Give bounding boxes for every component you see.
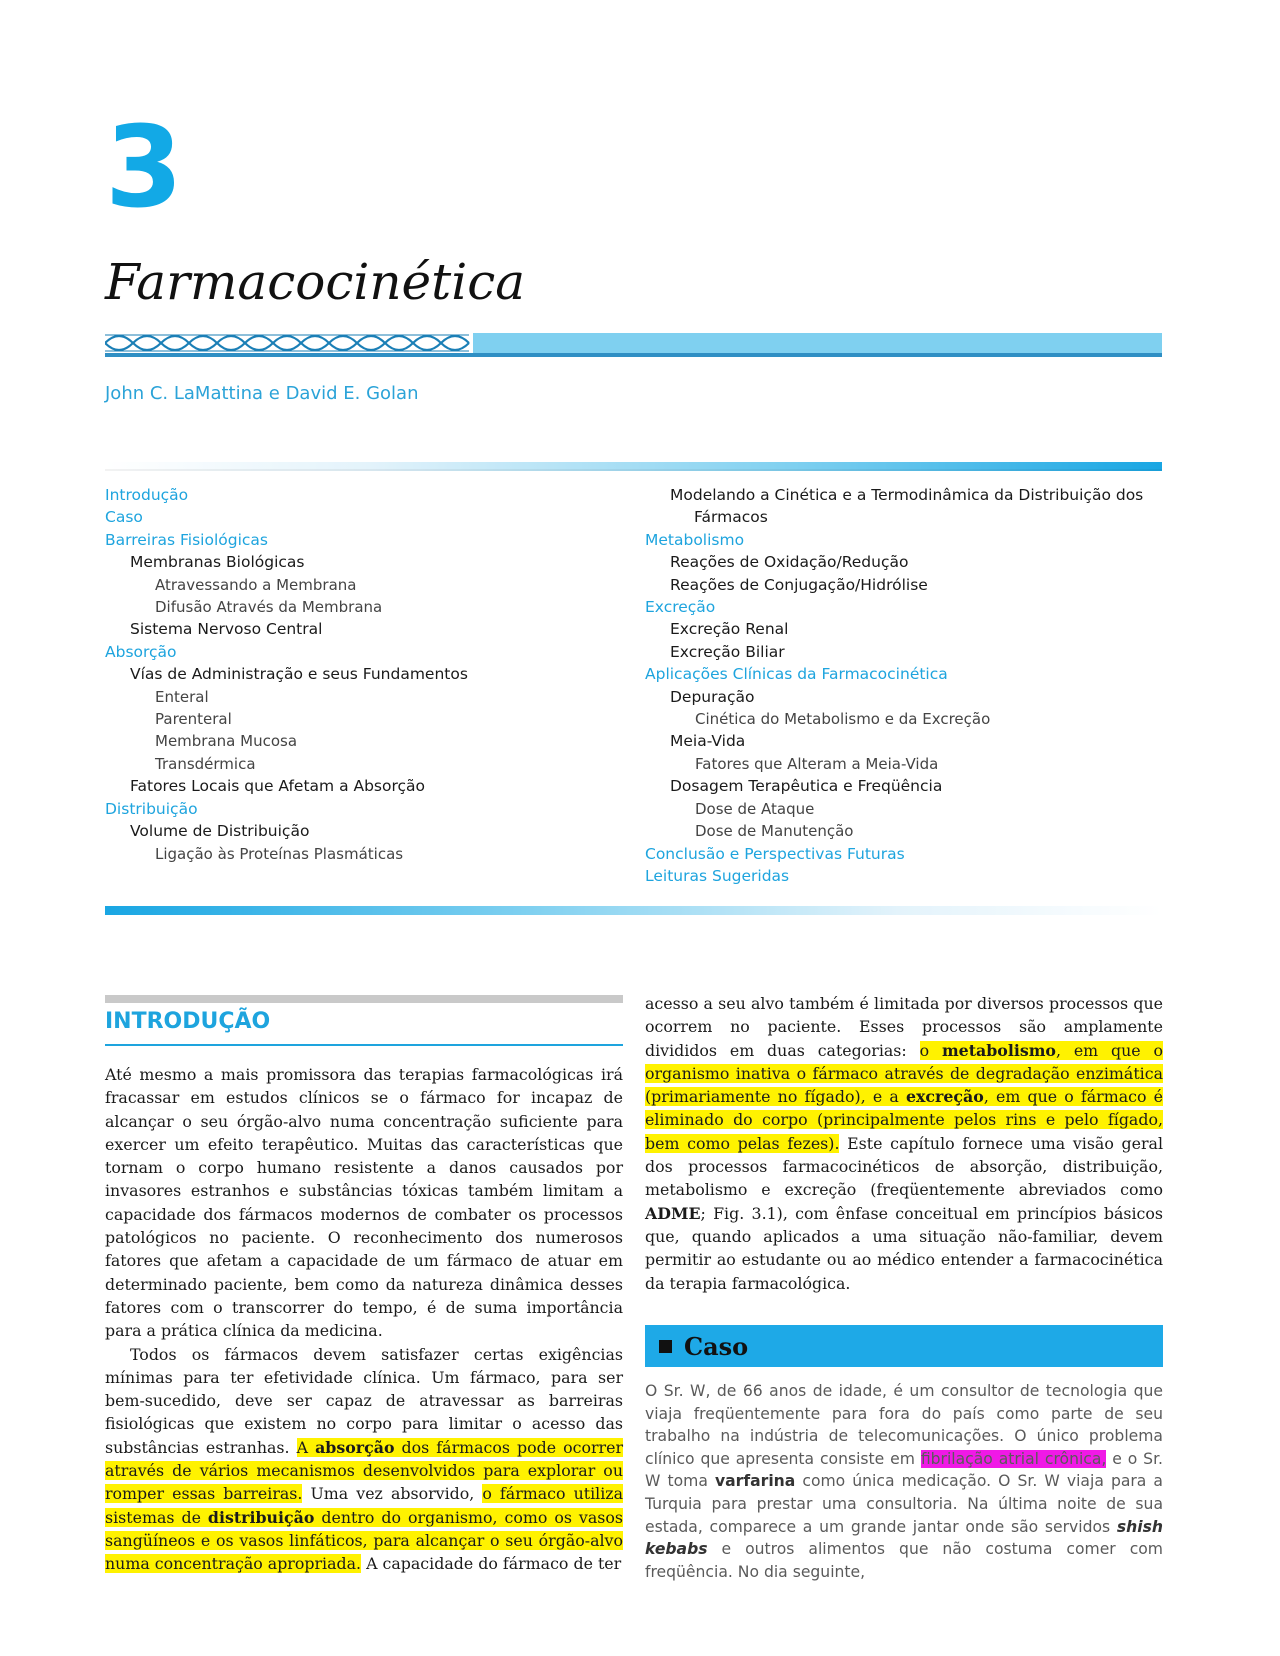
toc-entry[interactable]: Barreiras Fisiológicas bbox=[105, 530, 268, 549]
caso-header-box bbox=[645, 1325, 1163, 1367]
toc-bottom-rule bbox=[105, 906, 1162, 915]
toc-entry[interactable]: Volume de Distribuição bbox=[130, 822, 310, 841]
toc-entry[interactable]: Parenteral bbox=[155, 710, 232, 729]
intro-paragraph-1: Até mesmo a mais promissora das terapias farmacológicas irá fracassar em estudos clínicos se o fármaco for incapaz de alcançar o seu órgão-alvo numa concentração suficiente para exercer um efeito terapêutico. Muitas das características que tornam o corpo humano resistente a danos causados por invasores estranhos e substâncias tóxicas também limitam a capacidade dos fármacos modernos de combater os processos patológicos no paciente. O reconhecimento dos numerosos fatores que afetam a capacidade de um fármaco de atuar em determinado paciente, bem como da natureza dinâmica desses fatores com o transcorrer do tempo, é de suma importância para a prática clínica da medicina. bbox=[105, 1065, 623, 1341]
highlight-fibrilacao: fibrilação atrial crônica, bbox=[920, 1449, 1107, 1468]
chapter-number: 3 bbox=[105, 103, 183, 233]
italic-term-shish-kebabs: shish kebabs bbox=[645, 1517, 1163, 1559]
toc-entry[interactable]: Aplicações Clínicas da Farmacocinética bbox=[645, 665, 948, 684]
bold-term-varfarina: varfarina bbox=[714, 1472, 796, 1491]
toc-entry[interactable]: Sistema Nervoso Central bbox=[130, 620, 323, 639]
intro-left-column bbox=[105, 1063, 623, 1576]
toc-entry[interactable]: Introdução bbox=[105, 486, 189, 504]
toc-entry[interactable]: Atravessando a Membrana bbox=[155, 575, 357, 594]
bold-term-metabolismo: metabolismo bbox=[941, 1040, 1056, 1060]
toc-entry[interactable]: Excreção bbox=[645, 598, 716, 617]
section-heading-introducao: INTRODUÇÃO bbox=[105, 1009, 271, 1034]
toc-entry[interactable]: Reações de Conjugação/Hidrólise bbox=[670, 575, 928, 594]
text-run: o fármaco utiliza sistemas de bbox=[105, 1484, 623, 1527]
intro-right-column bbox=[645, 992, 1163, 1295]
text-run: A bbox=[296, 1437, 316, 1457]
toc-entry[interactable]: Absorção bbox=[105, 642, 177, 661]
toc-entry[interactable]: Difusão Através da Membrana bbox=[155, 598, 383, 617]
text-run: O Sr. W, de 66 anos de idade, é um consultor de tecnologia que viaja freqüentemente para fora do país como parte de seu trabalho na indústria de telecomunicações. O único problema clínico que apresenta consiste em bbox=[645, 1382, 1163, 1468]
text-run: e outros alimentos que não costuma comer com freqüência. No dia seguinte, bbox=[645, 1540, 1163, 1581]
section-top-bar bbox=[105, 995, 623, 1003]
section-heading-underline bbox=[105, 1044, 623, 1046]
toc-entry[interactable]: Membranas Biológicas bbox=[130, 553, 305, 572]
bold-term-distribuicao: distribuição bbox=[207, 1507, 315, 1527]
toc-right-column bbox=[645, 484, 1165, 887]
text-run: , em que o fármaco é eliminado do corpo (principalmente pelos rins e pelo fígado, bem como pelas fezes). bbox=[645, 1087, 1163, 1153]
toc-entry[interactable]: Excreção Biliar bbox=[670, 642, 785, 661]
intro-paragraph-3 bbox=[645, 992, 1163, 1295]
toc-entry[interactable]: Cinética do Metabolismo e da Excreção bbox=[695, 710, 991, 729]
toc-entry[interactable]: Distribuição bbox=[105, 799, 198, 818]
toc-entry[interactable]: Metabolismo bbox=[645, 530, 745, 549]
text-run: acesso a seu alvo também é limitada por diversos processos que ocorrem no paciente. Esses processos são amplamente divididos em duas categorias: bbox=[645, 994, 1163, 1060]
toc-entry-line1: Modelando a Cinética e a Termodinâmica da Distribuição dos bbox=[670, 486, 1144, 504]
toc-entry[interactable]: Fatores Locais que Afetam a Absorção bbox=[130, 777, 426, 796]
toc-entry[interactable]: Transdérmica bbox=[155, 754, 256, 773]
text-run: o bbox=[919, 1040, 942, 1060]
text-run: A capacidade do fármaco de ter bbox=[361, 1554, 622, 1574]
toc-entry[interactable] bbox=[645, 484, 1165, 529]
toc-entry-line2: Fármacos bbox=[694, 508, 768, 527]
toc-entry[interactable]: Ligação às Proteínas Plasmáticas bbox=[155, 844, 404, 863]
toc-entry[interactable]: Meia-Vida bbox=[670, 732, 746, 751]
text-run: dentro do organismo, como os vasos sangüíneos e os vasos linfáticos, para alcançar o seu órgão-alvo numa concentração apropriada. bbox=[105, 1507, 623, 1574]
text-run: e o Sr. W toma bbox=[645, 1449, 1163, 1491]
toc-entry[interactable]: Vías de Administração e seus Fundamentos bbox=[130, 665, 468, 684]
chapter-authors: John C. LaMattina e David E. Golan bbox=[105, 383, 419, 404]
toc-entry[interactable]: Dose de Ataque bbox=[695, 799, 815, 818]
intro-paragraph-2 bbox=[105, 1343, 623, 1576]
toc-entry[interactable]: Membrana Mucosa bbox=[155, 732, 298, 751]
toc-top-rule bbox=[105, 462, 1162, 471]
toc-entry[interactable]: Dose de Manutenção bbox=[695, 822, 854, 841]
chapter-title: Farmacocinética bbox=[105, 253, 526, 311]
toc-entry[interactable]: Excreção Renal bbox=[670, 620, 789, 639]
toc-entry[interactable]: Fatores que Alteram a Meia-Vida bbox=[695, 754, 939, 773]
square-bullet-icon bbox=[659, 1340, 672, 1353]
text-run: Este capítulo fornece uma visão geral dos processos farmacocinéticos de absorção, distribuição, metabolismo e excreção (freqüentemente abreviados como bbox=[645, 1133, 1164, 1200]
toc-left-column bbox=[105, 484, 625, 865]
bold-term-absorcao: absorção bbox=[315, 1437, 395, 1457]
decorative-braid-bar bbox=[105, 333, 1162, 357]
text-run: Todos os fármacos devem satisfazer certas exigências mínimas para ter efetividade clínica. Um fármaco, para ser bem-sucedido, deve ser capaz de atravessar as barreiras fisiológicas que existem no corpo para limitar o acesso das substâncias estranhas. bbox=[105, 1344, 623, 1457]
toc-entry[interactable]: Conclusão e Perspectivas Futuras bbox=[645, 844, 905, 863]
text-run: como única medicação. O Sr. W viaja para a Turquia para prestar uma consultoria. Na última noite de sua estada, comparece a um grande jantar onde são servidos bbox=[645, 1472, 1163, 1536]
bold-term-excrecao: excreção bbox=[905, 1087, 984, 1107]
text-run: , em que o organismo inativa o fármaco através de degradação enzimática (primariamente no fígado), e a bbox=[645, 1040, 1163, 1107]
caso-title: Caso bbox=[684, 1331, 749, 1361]
toc-entry[interactable]: Enteral bbox=[155, 687, 209, 706]
text-run: dos fármacos pode ocorrer através de vários mecanismos desenvolvidos para explorar ou romper essas barreiras. bbox=[105, 1437, 624, 1504]
toc-entry[interactable]: Leituras Sugeridas bbox=[645, 866, 790, 885]
text-run: Uma vez absorvido, bbox=[302, 1484, 483, 1504]
toc-entry[interactable]: Reações de Oxidação/Redução bbox=[670, 553, 909, 572]
toc-entry[interactable]: Caso bbox=[105, 508, 143, 527]
caso-text bbox=[645, 1380, 1163, 1583]
toc-entry[interactable]: Depuração bbox=[670, 687, 755, 706]
text-run: ; Fig. 3.1), com ênfase conceitual em princípios básicos que, quando aplicados a uma situação não-familiar, devem permitir ao estudante ou ao médico entender a farmacocinética da terapia farmacológica. bbox=[645, 1203, 1163, 1293]
bold-term-adme: ADME bbox=[645, 1203, 701, 1223]
toc-entry[interactable]: Dosagem Terapêutica e Freqüência bbox=[670, 777, 943, 796]
